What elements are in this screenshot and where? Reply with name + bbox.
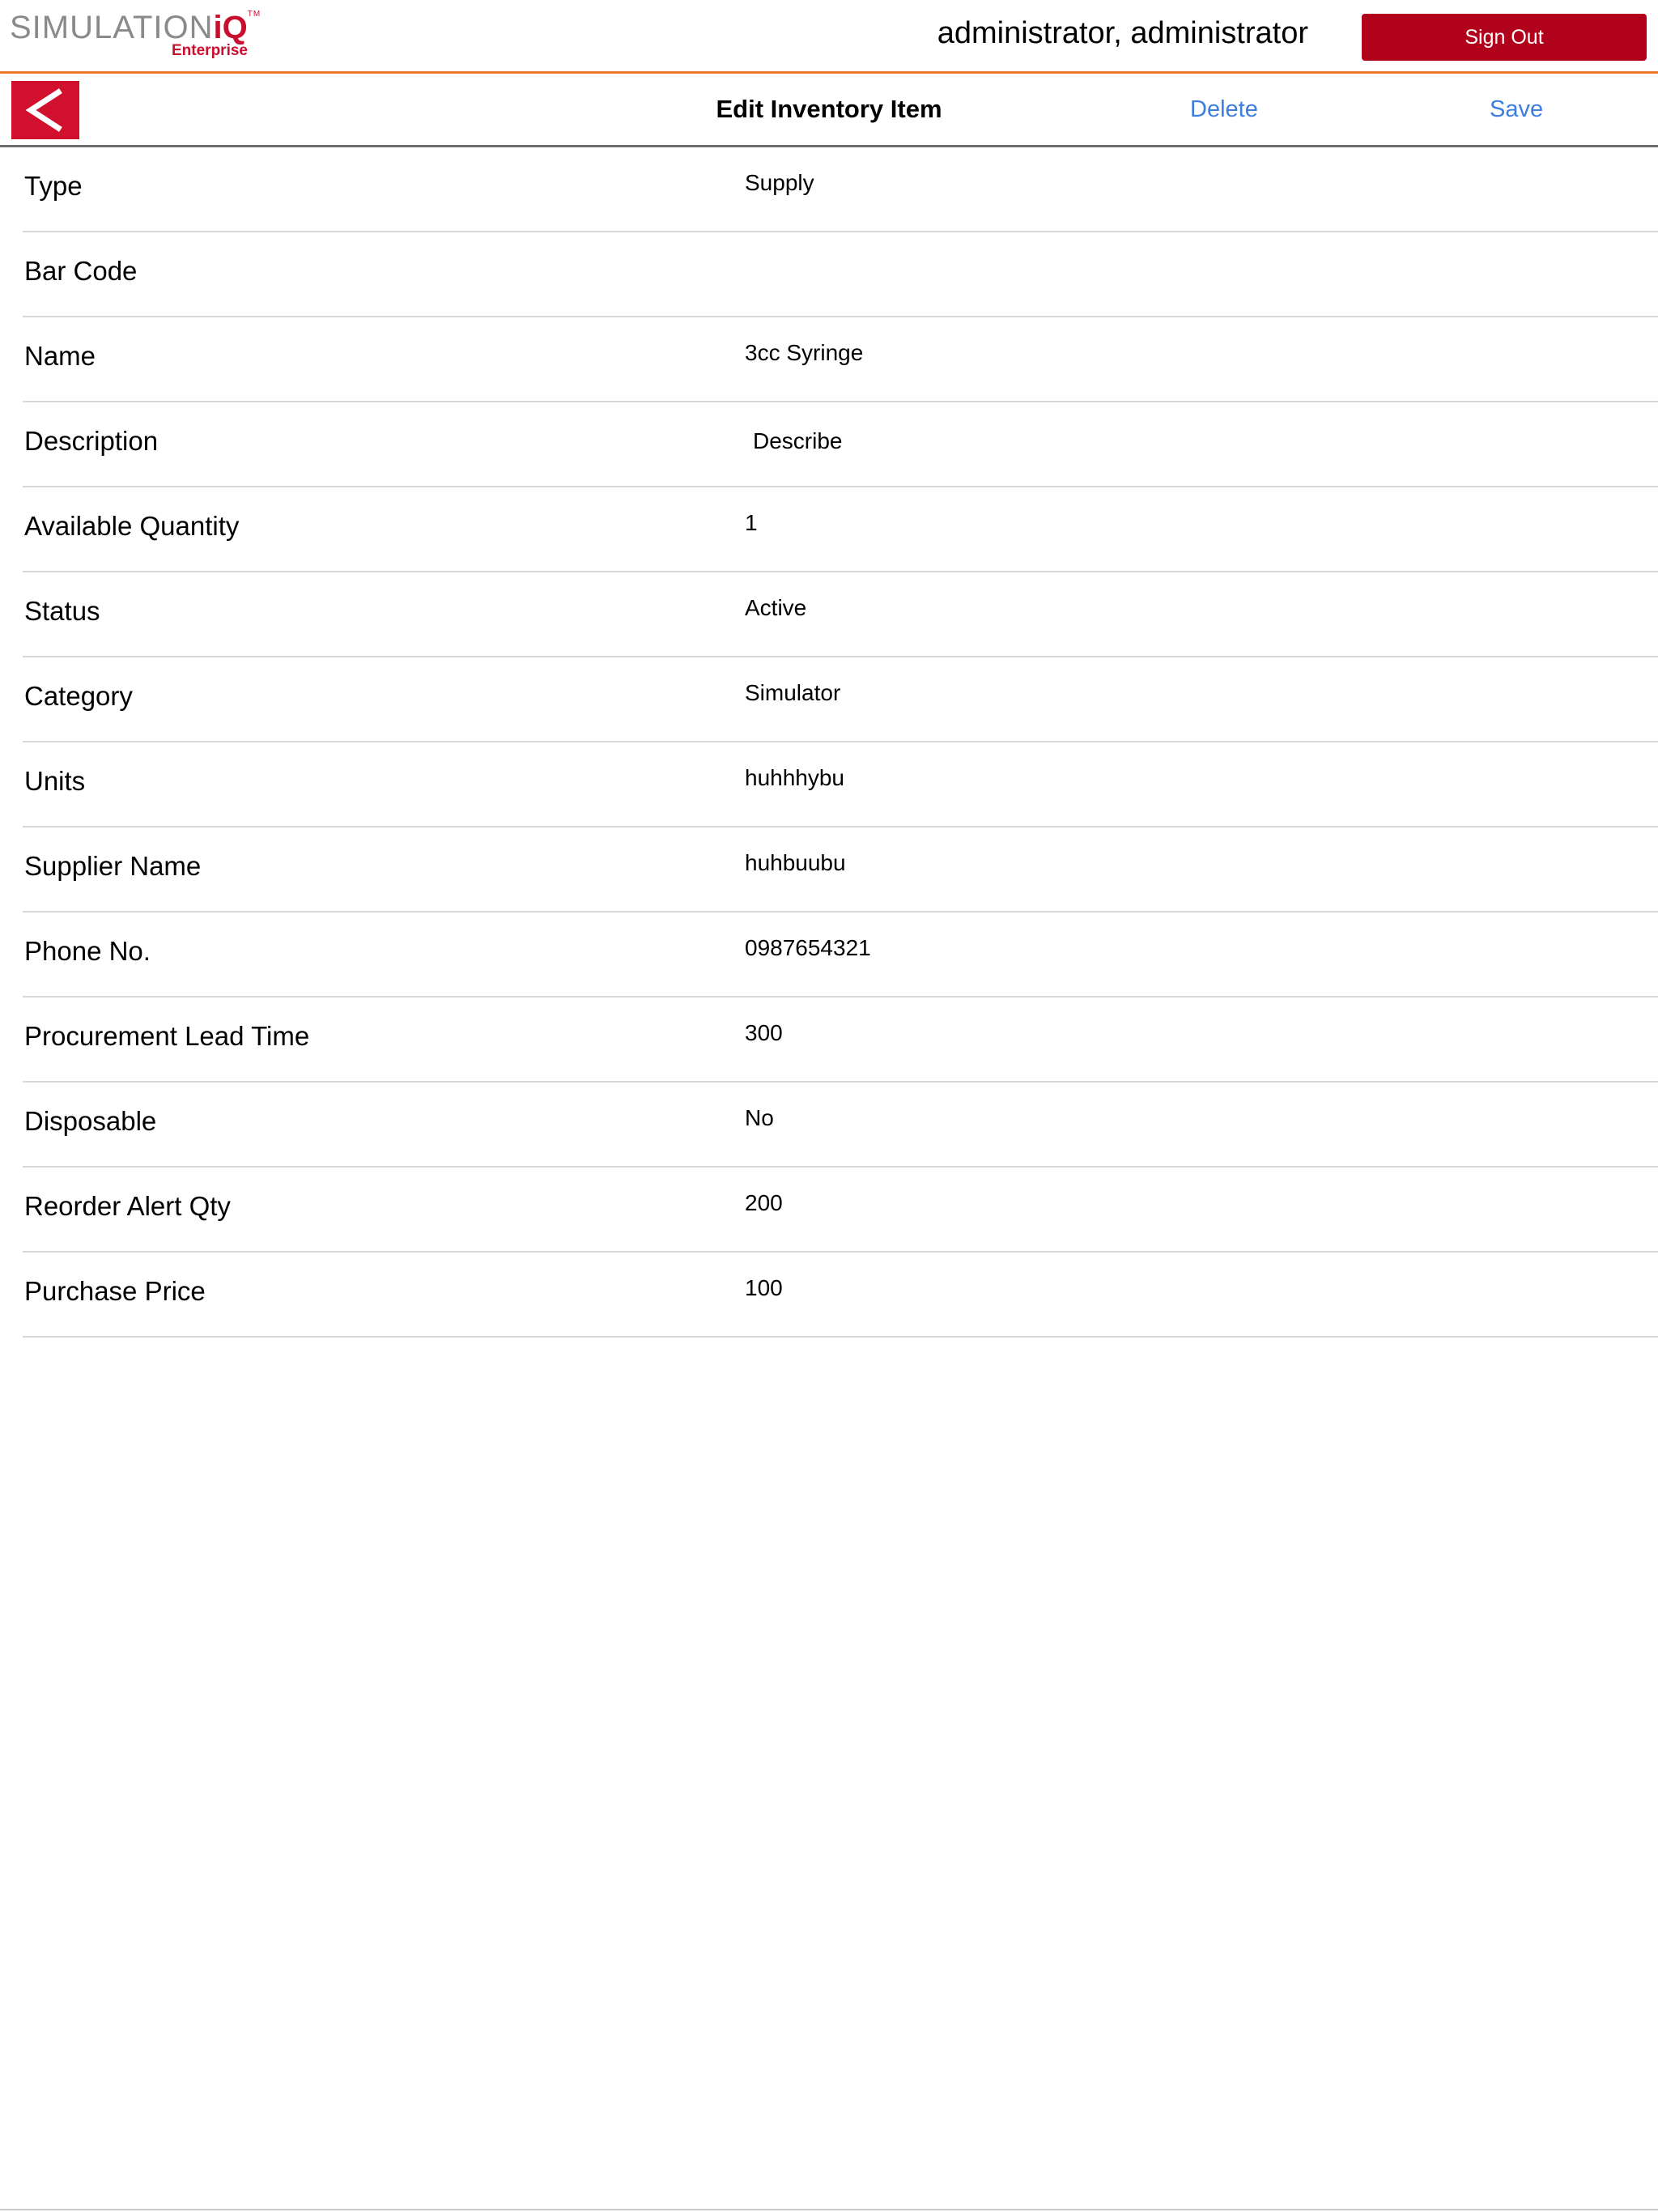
field-value-units[interactable]: huhhhybu <box>745 765 845 790</box>
field-row-name[interactable] <box>23 317 1658 402</box>
field-value-procurement-lead-time[interactable]: 300 <box>745 1020 783 1045</box>
logo-trademark: TM <box>247 10 261 19</box>
field-value-type[interactable]: Supply <box>745 170 814 195</box>
top-header <box>0 0 1658 74</box>
field-label-reorder-alert-qty: Reorder Alert Qty <box>24 1191 231 1221</box>
inventory-item-form <box>23 147 1658 1338</box>
field-value-name[interactable]: 3cc Syringe <box>745 340 864 365</box>
field-value-category[interactable]: Simulator <box>745 680 841 705</box>
field-label-description: Description <box>24 426 159 456</box>
field-label-category: Category <box>24 681 133 711</box>
navigation-bar <box>0 74 1658 147</box>
field-row-phone-no[interactable] <box>23 912 1658 998</box>
field-value-phone-no[interactable]: 0987654321 <box>745 935 871 960</box>
sign-out-button[interactable]: Sign Out <box>1362 14 1647 61</box>
field-row-purchase-price[interactable] <box>23 1253 1658 1338</box>
field-value-available-quantity[interactable]: 1 <box>745 510 758 535</box>
current-user-name: administrator, administrator <box>937 16 1308 50</box>
field-row-status[interactable] <box>23 572 1658 657</box>
field-value-description[interactable]: Describe <box>753 428 843 453</box>
field-label-procurement-lead-time: Procurement Lead Time <box>24 1021 310 1051</box>
page-title: Edit Inventory Item <box>716 95 942 123</box>
field-row-supplier-name[interactable] <box>23 827 1658 912</box>
field-label-disposable: Disposable <box>24 1106 157 1136</box>
delete-button[interactable]: Delete <box>1190 96 1258 122</box>
field-label-purchase-price: Purchase Price <box>24 1276 206 1306</box>
field-row-reorder-alert-qty[interactable] <box>23 1168 1658 1253</box>
simulation-iq-logo <box>10 10 261 60</box>
field-label-phone-no: Phone No. <box>24 936 151 966</box>
field-label-available-quantity: Available Quantity <box>24 511 240 541</box>
bottom-divider <box>0 2209 1658 2210</box>
field-value-status[interactable]: Active <box>745 595 807 620</box>
field-row-category[interactable] <box>23 657 1658 742</box>
field-row-bar-code[interactable] <box>23 232 1658 317</box>
field-value-purchase-price[interactable]: 100 <box>745 1275 783 1300</box>
field-row-disposable[interactable] <box>23 1083 1658 1168</box>
field-value-disposable[interactable]: No <box>745 1105 774 1130</box>
logo-edition: Enterprise <box>172 42 248 59</box>
field-label-name: Name <box>24 341 96 371</box>
field-row-available-quantity[interactable] <box>23 487 1658 572</box>
logo-brand: SIMULATION <box>10 10 214 45</box>
field-row-procurement-lead-time[interactable] <box>23 998 1658 1083</box>
field-row-units[interactable] <box>23 742 1658 827</box>
field-value-reorder-alert-qty[interactable]: 200 <box>745 1190 783 1215</box>
field-row-type[interactable] <box>23 147 1658 232</box>
field-label-status: Status <box>24 596 100 626</box>
logo-wordmark <box>10 10 261 46</box>
save-button[interactable]: Save <box>1490 96 1544 122</box>
field-label-units: Units <box>24 766 86 796</box>
field-label-type: Type <box>24 171 83 201</box>
field-value-supplier-name[interactable]: huhbuubu <box>745 850 846 875</box>
field-label-supplier-name: Supplier Name <box>24 851 202 881</box>
logo-brand-accent: iQ <box>213 10 248 45</box>
field-row-description[interactable] <box>23 402 1658 487</box>
field-label-bar-code: Bar Code <box>24 256 138 286</box>
